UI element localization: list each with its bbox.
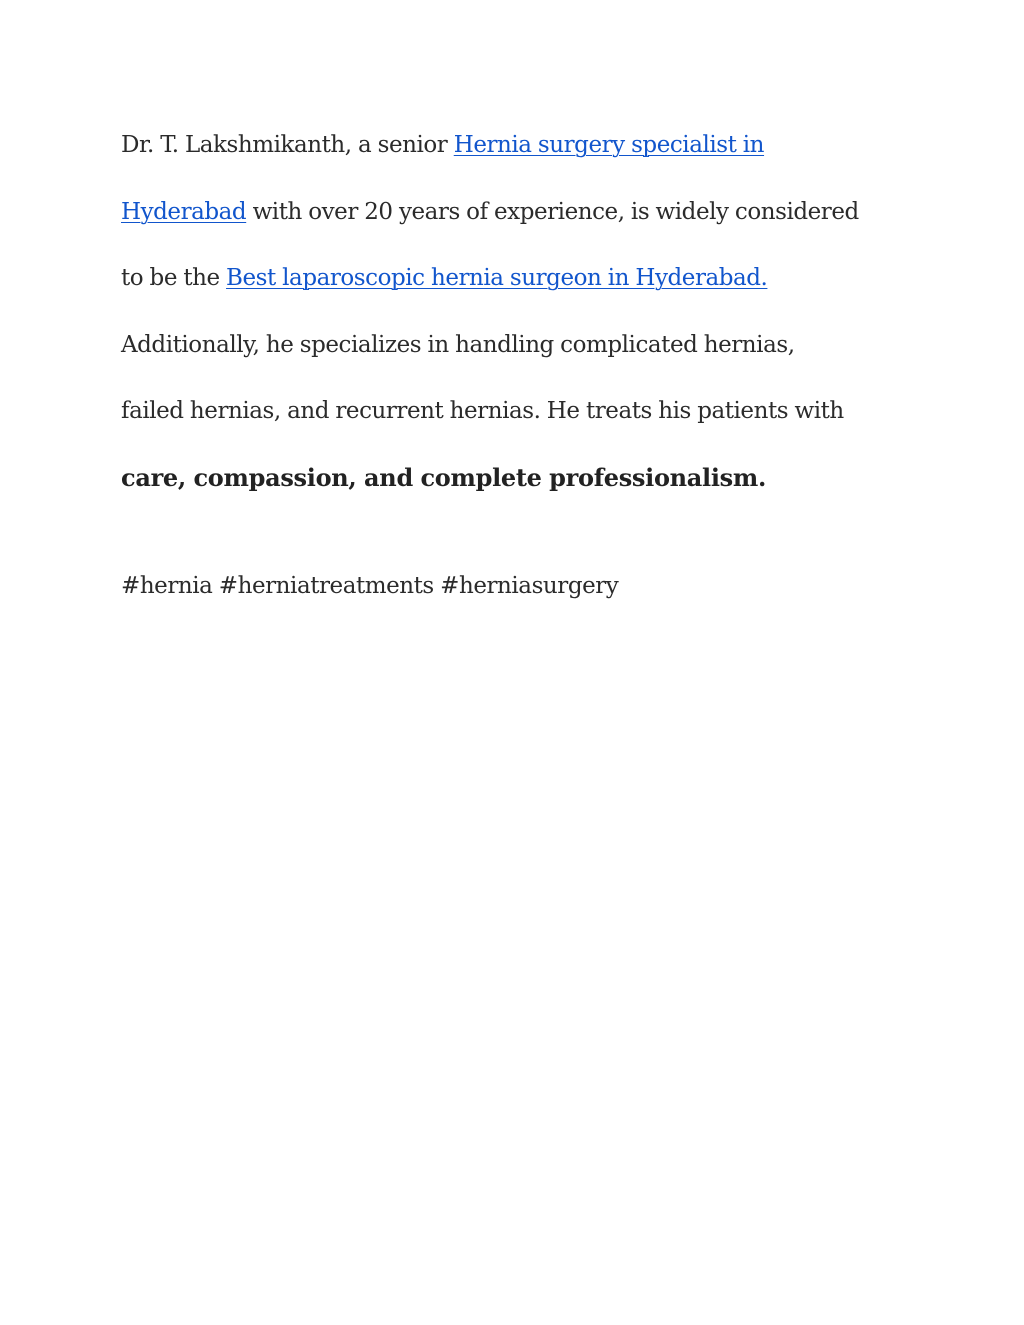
intro-paragraph [121,112,911,511]
paragraph-line-3 [121,245,911,312]
paragraph-line-2 [121,179,911,246]
intro-text: Dr. T. Lakshmikanth, a senior [121,132,454,158]
experience-text: with over 20 years of experience, is widely considered [246,198,859,225]
hernia-specialist-link-continued[interactable]: Hyderabad [121,198,247,225]
bold-closing-statement: care, compassion, and complete professionalism. [121,462,767,492]
considered-text: to be the [121,265,227,291]
paragraph-line-5: failed hernias, and recurrent hernias. He treats his patients with [121,398,844,424]
paragraph-line-4: Additionally, he specializes in handling complicated hernias, [121,331,795,358]
hernia-specialist-link[interactable]: Hernia surgery specialist in [453,132,765,158]
hashtags: #hernia #herniatreatments #herniasurgery [121,573,619,599]
best-laparoscopic-surgeon-link[interactable]: Best laparoscopic hernia surgeon in Hyderabad. [226,265,768,291]
paragraph-line-1 [121,112,911,179]
